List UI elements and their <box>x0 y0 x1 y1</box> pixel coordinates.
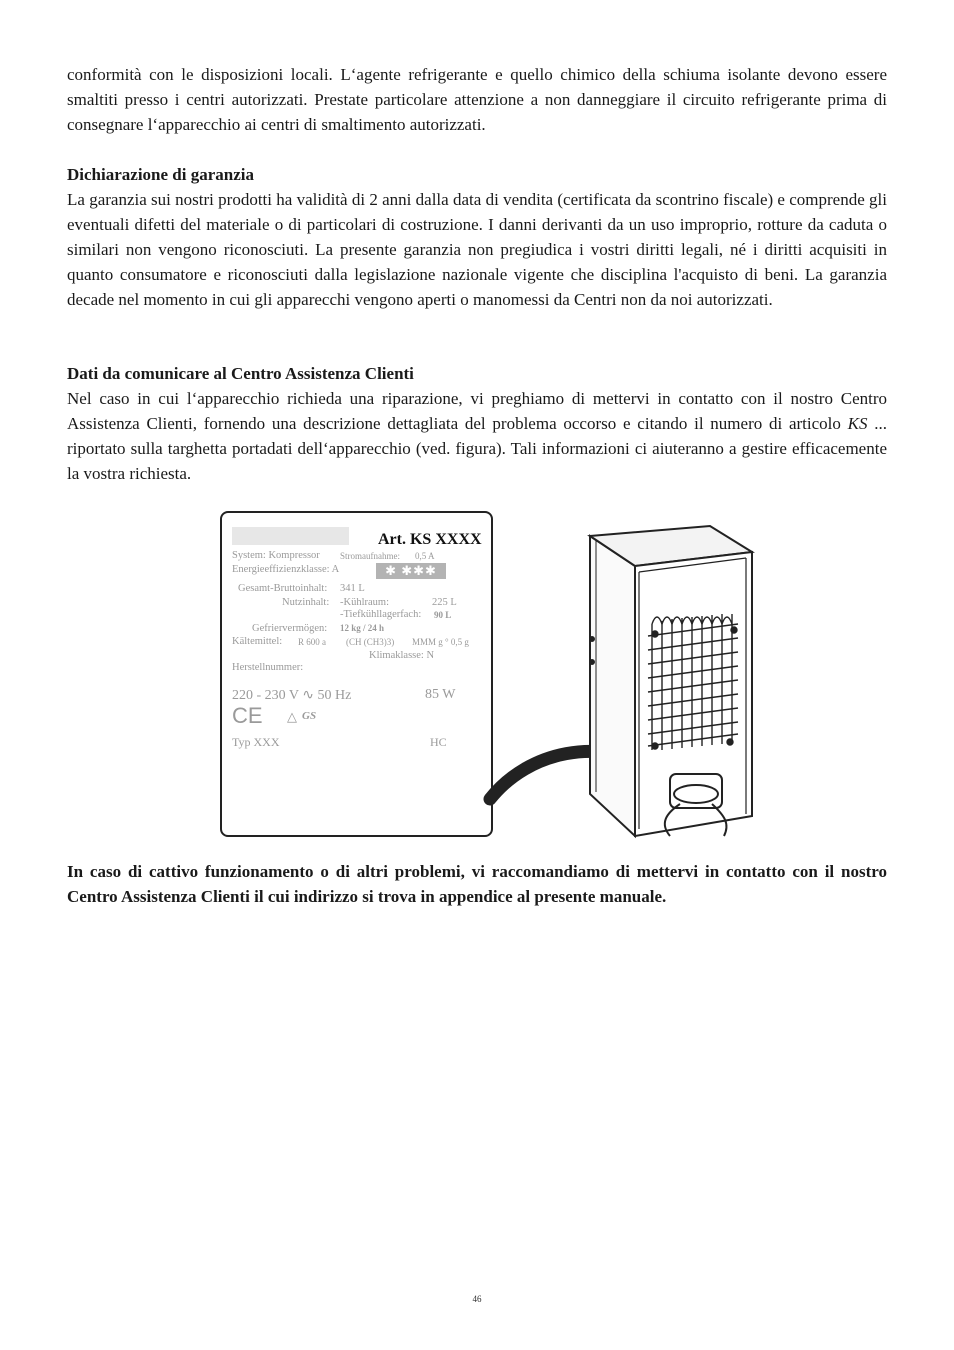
plate-current-label: Stromaufnahme: <box>340 551 400 561</box>
star-rating-icon: ✱ ✱✱✱ <box>376 563 446 579</box>
plate-gross-value: 341 L <box>340 583 365 594</box>
warranty-section <box>67 162 887 312</box>
page-number: 46 <box>472 1294 482 1304</box>
plate-refrigerant-value: R 600 a <box>298 637 326 647</box>
plate-net-label: Nutzinhalt: <box>282 597 330 608</box>
plate-freezing-value: 12 kg / 24 h <box>340 623 385 633</box>
plate-voltage: 220 - 230 V ∿ 50 Hz <box>232 688 352 703</box>
service-text-after: ... riportato sulla targhetta portadati dell‘apparecchio (ved. figura). Tali informazioni ci aiuteranno a gestire efficacemente la vostra richiesta. <box>67 414 887 483</box>
plate-fridge-value: 225 L <box>432 597 457 608</box>
plate-brand-bar <box>232 527 349 545</box>
ce-mark-icon: CE <box>232 703 263 728</box>
warning-triangle-icon: △ <box>287 709 297 724</box>
plate-gross-label: Gesamt-Bruttoinhalt: <box>238 583 328 594</box>
plate-system: System: Kompressor <box>232 550 320 561</box>
plate-climate-class: Klimaklasse: N <box>369 650 435 661</box>
plate-hc: HC <box>430 735 447 749</box>
service-section <box>67 361 887 486</box>
plate-type: Typ XXX <box>232 735 280 749</box>
plate-article-number: Art. KS XXXX <box>378 531 482 548</box>
plate-freezer-label: -Tiefkühllagerfach: <box>340 609 422 620</box>
plate-power: 85 W <box>425 687 456 702</box>
service-article-prefix: KS <box>847 414 868 433</box>
plate-refrigerant-formula: (CH (CH3)3) <box>346 637 395 647</box>
rating-plate <box>220 511 493 837</box>
warranty-text: La garanzia sui nostri prodotti ha validità di 2 anni dalla data di vendita (certificata da scontrino fiscale) e comprende gli eventuali difetti del materiale o di particolari di costruzione. I danni derivanti da un uso improprio, rotture da caduta o similari non vengono riconosciuti. La presente garanzia non pregiudica i vostri diritti legali, né i diritti acquisiti in quanto consumatore e riconosciuti dalla legislazione nazionale vigente che disciplina l'acquisto di beni. La garanzia decade nel momento in cui gli apparecchi vengono aperti o manomessi da Centri non da noi autorizzati. <box>67 190 887 309</box>
plate-freezer-value: 90 L <box>434 610 452 620</box>
plate-freezing-label: Gefriervermögen: <box>252 623 328 634</box>
intro-paragraph: conformità con le disposizioni locali. L‘agente refrigerante e quello chimico della schiuma isolante devono essere smaltiti presso i centri autorizzati. Prestate particolare attenzione a non danneggiare il circuito refrigerante prima di consegnare l‘apparecchio ai centri di smaltimento autorizzati. <box>67 65 887 134</box>
final-note: In caso di cattivo funzionamento o di altri problemi, vi raccomandiamo di mettervi in contatto con il nostro Centro Assistenza Clienti il cui indirizzo si trova in appendice al presente manuale. <box>67 862 887 906</box>
gs-mark-icon: GS <box>302 710 317 722</box>
plate-energy-class: Energieeffizienzklasse: A <box>232 564 340 575</box>
warranty-heading: Dichiarazione di garanzia <box>67 165 254 184</box>
plate-current-value: 0,5 A <box>415 551 435 561</box>
fridge-rear-illustration <box>480 524 770 840</box>
plate-serial-label: Herstellnummer: <box>232 662 304 673</box>
plate-fridge-label: -Kühlraum: <box>340 597 389 608</box>
plate-refrigerant-mass: MMM g ° 0,5 g <box>412 637 469 647</box>
service-text-before: Nel caso in cui l‘apparecchio richieda una riparazione, vi preghiamo di mettervi in contatto con il nostro Centro Assistenza Clienti, fornendo una descrizione dettagliata del problema occorso e citando il numero di articolo <box>67 389 887 433</box>
service-heading: Dati da comunicare al Centro Assistenza Clienti <box>67 364 414 383</box>
plate-refrigerant-label: Kältemittel: <box>232 636 283 647</box>
